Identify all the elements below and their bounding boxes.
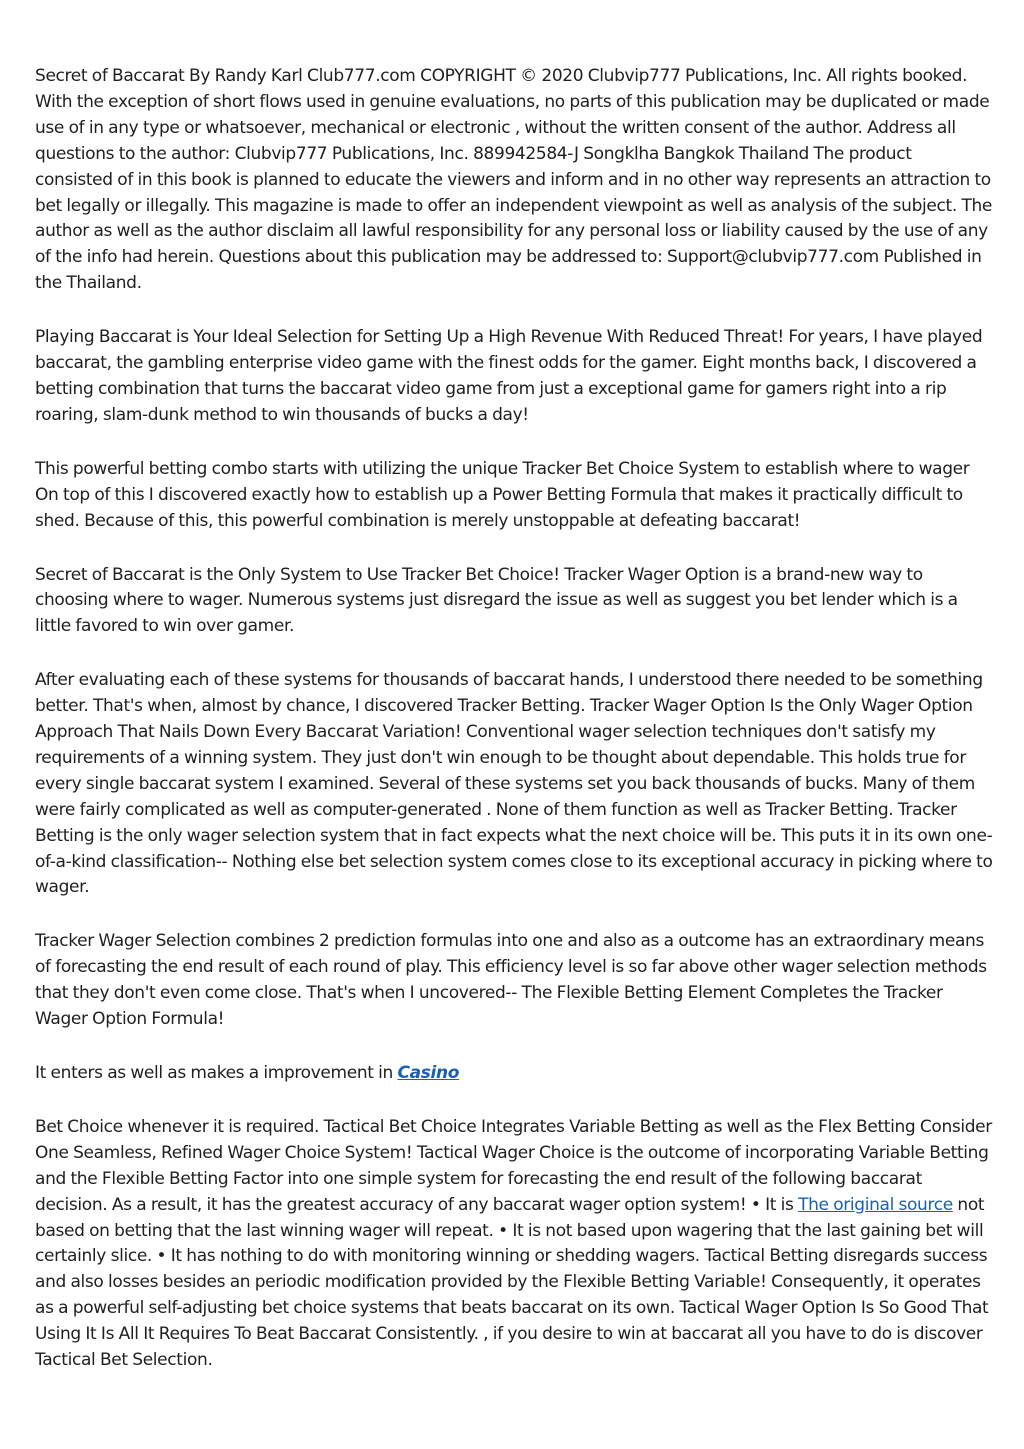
intro-paragraph: Playing Baccarat is Your Ideal Selection for Setting Up a High Revenue With Reduced Threat! For years, I have played baccarat, the gambling enterprise video game with the finest odds for the gamer. Eight months back, I discovered a betting combination that turns the baccarat video game from just a exceptional game for gamers right into a rip roaring, slam-dunk method to win thousands of bucks a day! bbox=[35, 327, 983, 425]
tactical-bet-text-1: Bet Choice whenever it is required. Tactical Bet Choice Integrates Variable Betting as well as the Flex Betting Consider One Seamless, Refined Wager Choice System! Tactical Wager Choice is the outcome of incorporating Variable Betting and the Flexible Betting Factor into one simple system for forecasting the end result of the following baccarat decision. As a result, it has the greatest accuracy of any baccarat wager option system! • It is bbox=[35, 1116, 992, 1215]
original-source-link[interactable]: The original source bbox=[798, 1194, 953, 1215]
casino-link-prefix: It enters as well as makes a improvement in bbox=[35, 1063, 398, 1083]
casino-link-paragraph bbox=[35, 1061, 993, 1087]
betting-combo-paragraph: This powerful betting combo starts with utilizing the unique Tracker Bet Choice System to establish where to wager On top of this I discovered exactly how to establish up a Power Betting Formula that makes it practically difficult to shed. Because of this, this powerful combination is merely unstoppable at defeating baccarat! bbox=[35, 458, 970, 531]
tracker-bet-paragraph: Secret of Baccarat is the Only System to Use Tracker Bet Choice! Tracker Wager Option is a brand-new way to choosing where to wager. Numerous systems just disregard the issue as well as suggest you bet lender which is a little favored to win over gamer. bbox=[35, 564, 958, 637]
prediction-paragraph: Tracker Wager Selection combines 2 prediction formulas into one and also as a outcome has an extraordinary means of forecasting the end result of each round of play. This efficiency level is so far above other wager selection methods that they don't even come close. That's when I uncovered-- The Flexible Betting Element Completes the Tracker Wager Option Formula! bbox=[35, 931, 987, 1030]
evaluation-paragraph: After evaluating each of these systems for thousands of baccarat hands, I understood there needed to be something better. That's when, almost by chance, I discovered Tracker Betting. Tracker Wager Option Is the Only Wager Option Approach That Nails Down Every Baccarat Variation! Conventional wager selection techniques don't satisfy my requirements of a winning system. They just don't win enough to be thought about dependable. This holds true for every single baccarat system I examined. Several of these systems set you back thousands of bucks. Many of them were fairly complicated as well as computer-generated . None of them function as well as Tracker Betting. Tracker Betting is the only wager selection system that in fact expects what the next choice will be. This puts it in its own one-of-a-kind classification-- Nothing else bet selection system comes close to its exceptional accuracy in picking where to wager. bbox=[35, 670, 993, 898]
tactical-bet-text-2: not based on betting that the last winning wager will repeat. • It is not based upon wagering that the last gaining bet will certainly slice. • It has nothing to do with monitoring winning or shedding wagers. Tactical Betting disregards success and also losses besides an periodic modification provided by the Flexible Betting Variable! Consequently, it operates as a powerful self-adjusting bet choice systems that beats baccarat on its own. Tactical Wager Option Is So Good That Using It Is All It Requires To Beat Baccarat Consistently. , if you desire to win at baccarat all you have to do is discover Tactical Bet Selection. bbox=[35, 1194, 989, 1371]
document-page bbox=[35, 64, 993, 1402]
tactical-bet-paragraph bbox=[35, 1115, 993, 1374]
copyright-paragraph: Secret of Baccarat By Randy Karl Club777.com COPYRIGHT © 2020 Clubvip777 Publications, Inc. All rights booked. With the exception of short flows used in genuine evaluations, no parts of this publication may be duplicated or made use of in any type or whatsoever, mechanical or electronic , without the written consent of the author. Address all questions to the author: Clubvip777 Publications, Inc. 889942584-J Songklha Bangkok Thailand The product consisted of in this book is planned to educate the viewers and inform and in no other way represents an attraction to bet legally or illegally. This magazine is made to offer an independent viewpoint as well as analysis of the subject. The author as well as the author disclaim all lawful responsibility for any personal loss or liability caused by the use of any of the info had herein. Questions about this publication may be addressed to: Support@clubvip777.com Published in the Thailand. bbox=[35, 66, 993, 294]
casino-link[interactable]: Casino bbox=[397, 1063, 460, 1083]
